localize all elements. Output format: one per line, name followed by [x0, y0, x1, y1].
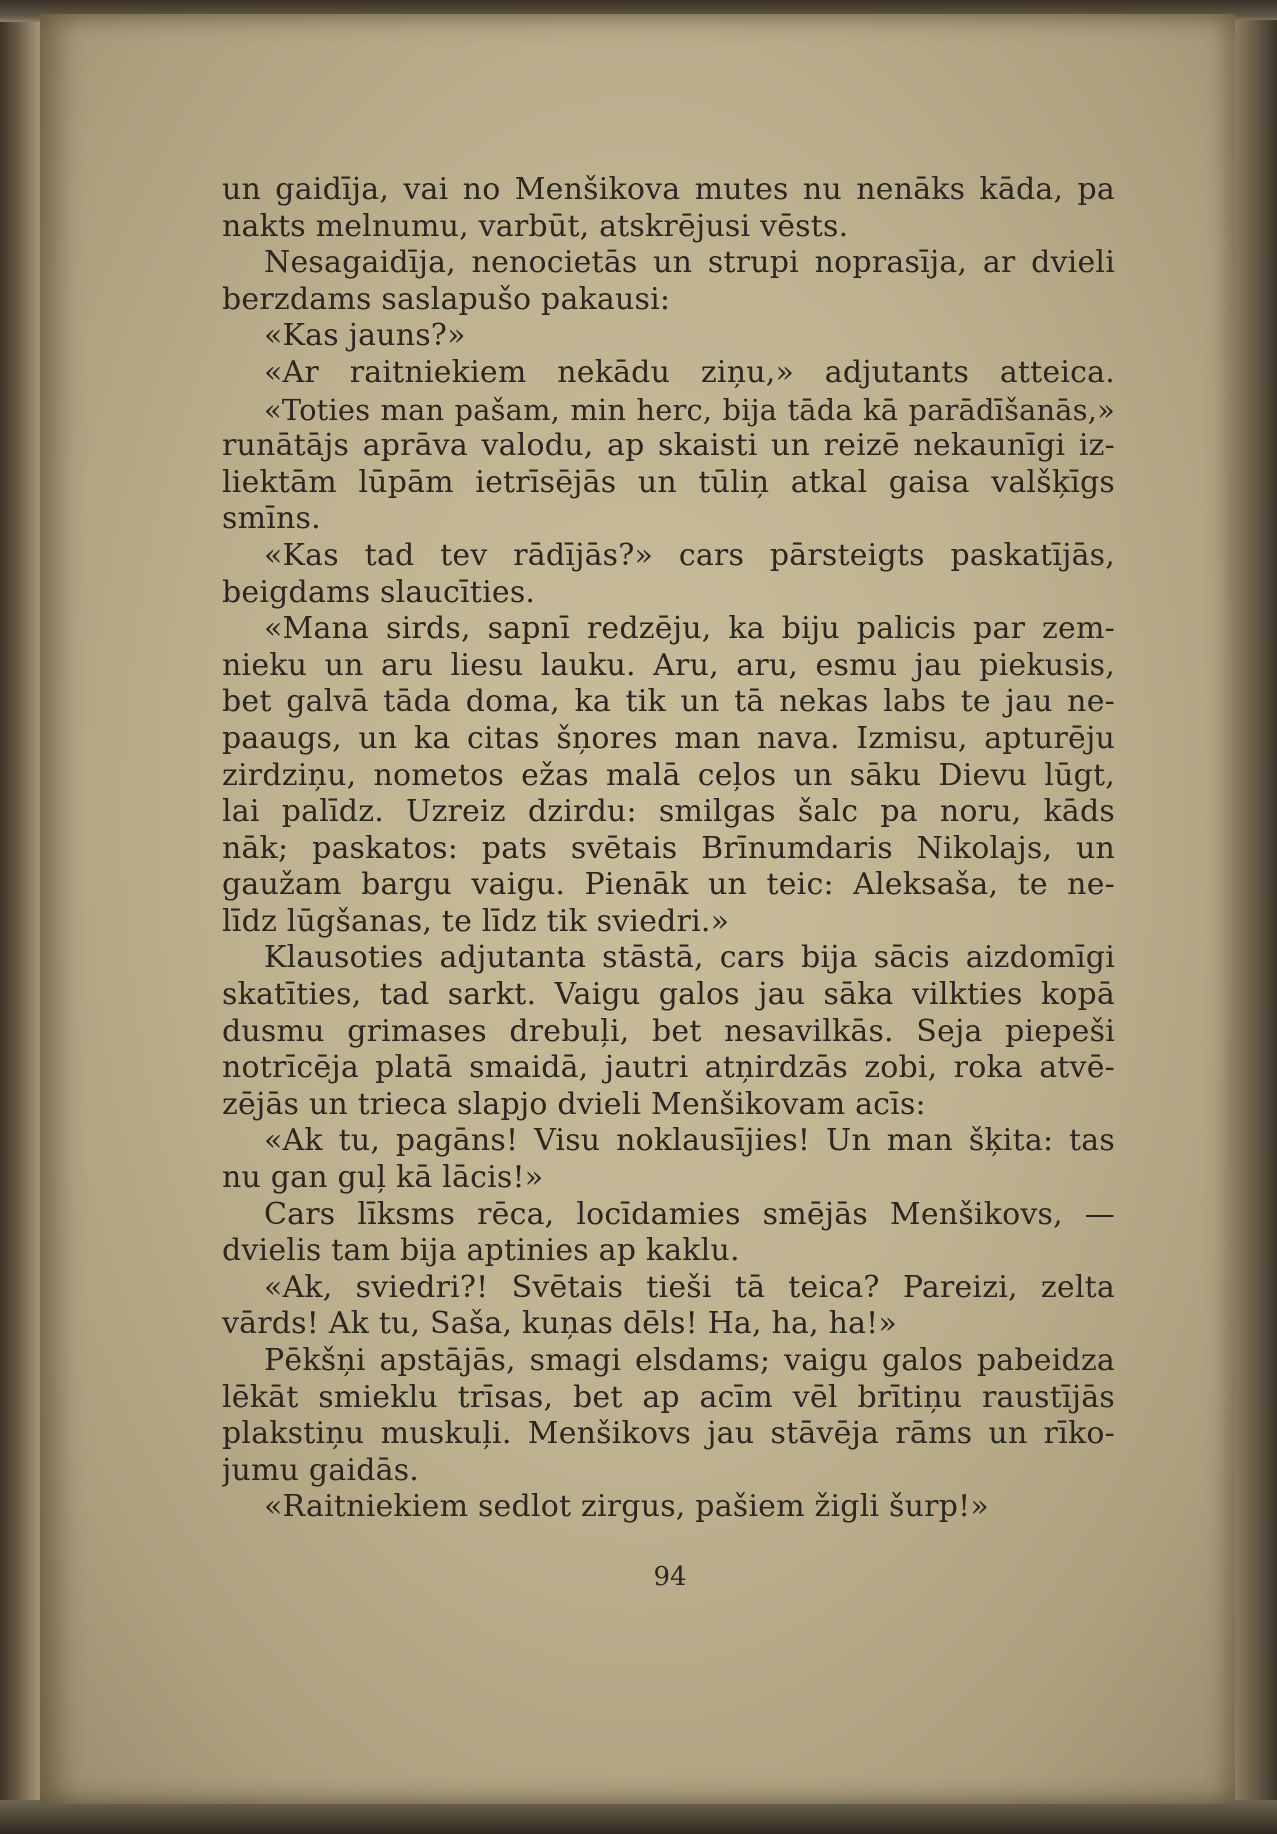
text-line: zējās un trieca slapjo dvieli Menšikovam acīs: [222, 1086, 926, 1122]
text-line: paaugs, un ka citas šņores man nava. Izmisu, apturēju [222, 720, 1115, 756]
text-line: «Ar raitniekiem nekādu ziņu,» adjutants atteica. [264, 354, 1115, 390]
text-line: nu gan guļ kā lācis!» [222, 1160, 544, 1196]
text-line: smīns. [222, 501, 321, 537]
text-line: «Toties man pašam, min herc, bija tāda kā parādīšanās,» [264, 392, 1115, 427]
text-line: dvielis tam bija aptinies ap kaklu. [222, 1233, 740, 1269]
text-line: plakstiņu muskuļi. Menšikovs jau stāvēja rāms un rīko- [222, 1416, 1115, 1452]
page-number: 94 [653, 1562, 687, 1592]
text-line: lēkāt smieklu trīsas, bet ap acīm vēl brītiņu raustījās [222, 1379, 1115, 1415]
text-line: «Kas jauns?» [264, 318, 466, 354]
text-line: «Ak, sviedri?! Svētais tieši tā teica? Pareizi, zelta [264, 1269, 1115, 1305]
text-line: nāk; paskatos: pats svētais Brīnumdaris Nikolajs, un [222, 830, 1115, 866]
book-right-edge [1235, 20, 1277, 1834]
text-line: «Mana sirds, sapnī redzēju, ka biju palicis par zem- [264, 611, 1115, 647]
text-line: jumu gaidās. [222, 1452, 420, 1488]
text-line: Nesagaidīja, nenocietās un strupi noprasīja, ar dvieli [264, 245, 1115, 281]
text-line: lai palīdz. Uzreiz dzirdu: smilgas šalc pa noru, kāds [222, 794, 1115, 830]
book-bottom-edge [0, 1800, 1277, 1834]
text-line: «Ak tu, pagāns! Visu noklausījies! Un man šķita: tas [264, 1123, 1115, 1159]
text-line: līdz lūgšanas, te līdz tik sviedri.» [222, 903, 730, 939]
text-line: vārds! Ak tu, Saša, kuņas dēls! Ha, ha, ha!» [222, 1306, 897, 1342]
text-line: runātājs aprāva valodu, ap skaisti un reizē nekaunīgi iz- [222, 428, 1115, 464]
text-line: nakts melnumu, varbūt, atskrējusi vēsts. [222, 208, 849, 244]
text-line: un gaidīja, vai no Menšikova mutes nu nenāks kāda, pa [222, 172, 1115, 207]
text-line: «Raitniekiem sedlot zirgus, pašiem žigli šurp!» [264, 1489, 989, 1525]
text-line: nieku un aru liesu lauku. Aru, aru, esmu jau piekusis, [222, 647, 1115, 683]
text-line: skatīties, tad sarkt. Vaigu galos jau sāka vilkties kopā [222, 977, 1115, 1013]
text-line: Cars līksms rēca, locīdamies smējās Menšikovs, — [264, 1196, 1115, 1232]
text-line: zirdziņu, nometos ežas malā ceļos un sāku Dievu lūgt, [222, 757, 1115, 793]
text-line: dusmu grimases drebuļi, bet nesavilkās. Seja piepeši [222, 1013, 1115, 1049]
text-line: bet galvā tāda doma, ka tik un tā nekas labs te jau ne- [222, 684, 1115, 720]
page-text [222, 172, 1115, 1526]
text-line: Klausoties adjutanta stāstā, cars bija sācis aizdomīgi [264, 940, 1115, 976]
text-line: berzdams saslapušo pakausi: [222, 281, 671, 317]
text-line: «Kas tad tev rādījās?» cars pārsteigts paskatījās, [264, 537, 1115, 573]
text-line: notrīcēja platā smaidā, jautri atņirdzās zobi, roka atvē- [222, 1050, 1115, 1086]
text-line: liektām lūpām ietrīsējās un tūliņ atkal gaisa valšķīgs [222, 464, 1115, 500]
text-line: beigdams slaucīties. [222, 574, 536, 610]
text-line: gaužam bargu vaigu. Pienāk un teic: Aleksaša, te ne- [222, 867, 1115, 903]
text-line: Pēkšņi apstājās, smagi elsdams; vaigu galos pabeidza [264, 1343, 1115, 1378]
